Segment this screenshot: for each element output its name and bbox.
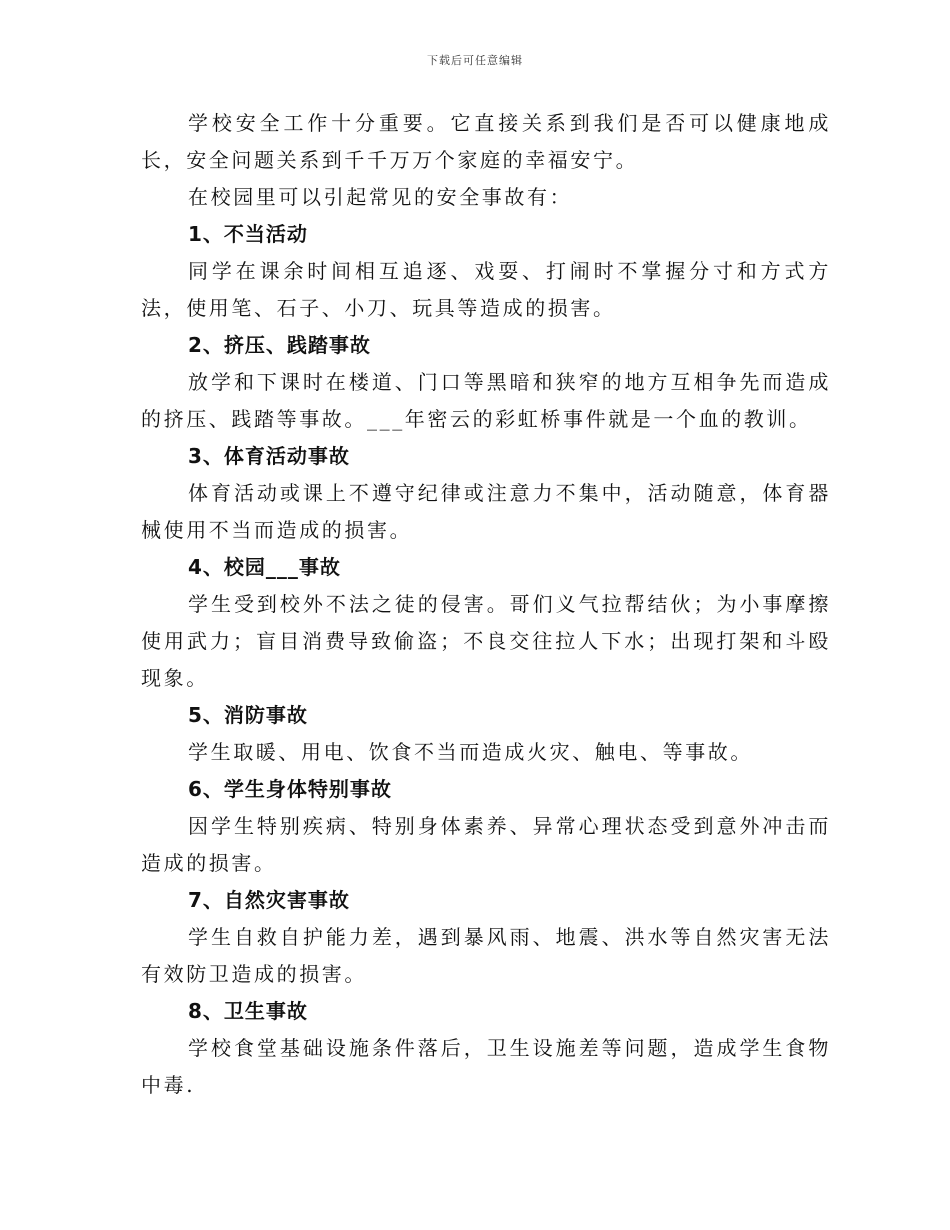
section-body: 体育活动或课上不遵守纪律或注意力不集中，活动随意，体育器械使用不当而造成的损害。: [141, 481, 831, 542]
section-body: 学生取暖、用电、饮食不当而造成火灾、触电、等事故。: [188, 740, 753, 764]
section-heading: 2、挤压、践踏事故: [188, 333, 371, 357]
section-heading: 7、自然灾害事故: [188, 888, 350, 912]
page-header-note: 下载后可任意编辑: [427, 54, 523, 67]
section-body: 因学生特别疾病、特别身体素养、异常心理状态受到意外冲击而造成的损害。: [141, 814, 831, 875]
section-heading: 6、学生身体特别事故: [188, 777, 392, 801]
section-heading: 4、校园___事故: [188, 555, 341, 579]
section-heading: 3、体育活动事故: [188, 444, 350, 468]
section-body: 学生自救自护能力差，遇到暴风雨、地震、洪水等自然灾害无法有效防卫造成的损害。: [141, 925, 831, 986]
section-body: 同学在课余时间相互追逐、戏耍、打闹时不掌握分寸和方式方法，使用笔、石子、小刀、玩具等造成的损害。: [141, 259, 831, 320]
section-body: 放学和下课时在楼道、门口等黑暗和狭窄的地方互相争先而造成的挤压、践踏等事故。___年密云的彩虹桥事件就是一个血的教训。: [141, 370, 831, 431]
intro-paragraph: 学校安全工作十分重要。它直接关系到我们是否可以健康地成长，安全问题关系到千千万万个家庭的幸福安宁。: [141, 111, 831, 172]
section-heading: 1、不当活动: [188, 222, 308, 246]
section-body: 学校食堂基础设施条件落后，卫生设施差等问题，造成学生食物中毒.: [141, 1036, 831, 1097]
section-heading: 8、卫生事故: [188, 999, 308, 1023]
intro-list-lead: 在校园里可以引起常见的安全事故有：: [188, 185, 573, 209]
section-heading: 5、消防事故: [188, 703, 308, 727]
section-body: 学生受到校外不法之徒的侵害。哥们义气拉帮结伙；为小事摩擦使用武力；盲目消费导致偷盗；不良交往拉人下水；出现打架和斗殴现象。: [141, 592, 831, 690]
document-body: [141, 105, 831, 1104]
